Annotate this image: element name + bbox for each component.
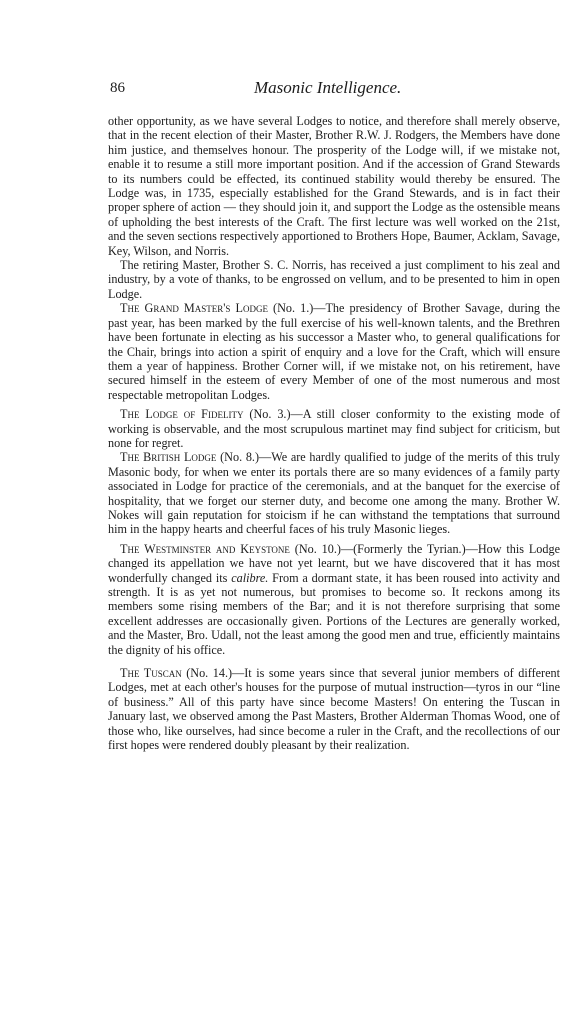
lodge-heading: The Lodge of Fidelity <box>120 407 244 422</box>
lodge-heading: The British Lodge <box>120 450 217 465</box>
paragraph-text: (No. 3.)—A still closer conformity to the existing mode of working is observable, and the most scrupulous martinet may find subject for criticism, but none for regret. <box>108 407 561 450</box>
paragraph-lodge-of-fidelity <box>108 407 560 450</box>
paragraph-text: (No. 10.)—(Formerly the Tyrian.)—How this Lodge changed its appellation we have not yet learnt, but we have discovered that it has most wonderfully changed its <box>108 541 560 585</box>
lodge-heading: The Tuscan <box>120 666 182 681</box>
paragraph-text: (No. 14.)—It is some years since that several junior members of different Lodges, met at each other's houses for the purpose of mutual instruction—tyros in our “line of business.” All of this party have since become Masters! On entering the Tuscan in January last, we observed among the Past Masters, Brother Alderman Thomas Wood, one of those who, like ourselves, had since become a ruler in the Craft, and the recollections of our first hopes were rendered doubly pleasant by their realization. <box>108 666 560 753</box>
paragraph-retiring-master: The retiring Master, Brother S. C. Norris, has received a just compliment to his zeal and industry, by a vote of thanks, to be engrossed on vellum, and to be presented to him in open Lodge. <box>108 258 560 301</box>
paragraph-continuation: other opportunity, as we have several Lodges to notice, and therefore shall merely observe, that in the recent election of their Master, Brother R.W. J. Rodgers, the Members have done him justice, and themselves honour. The prosperity of the Lodge will, if we mistake not, enable it to resume a still more important position. And if the accession of Grand Stewards to its numbers could be effected, its continued stability would thereby be ensured. The Lodge was, in 1735, especially established for the Grand Stewards, and is in fact their proper sphere of action — they should join it, and support the Lodge as the ostensible means of upholding the best interests of the Craft. The first lecture was well worked on the 21st, and the seven sections respectively apportioned to Brothers Hope, Baumer, Acklam, Savage, Key, Wilson, and Norris. <box>108 114 560 258</box>
paragraph-text: (No. 8.)—We are hardly qualified to judge of the merits of this truly Masonic body, for when we enter its portals there are so many evidences of a family party associated in Lodge for practice of the ceremonials, and at the banquet for the exercise of hospitality, that we forget our sterner duty, and become one among the many. Brother W. Nokes will gain reputation for stoicism if he can withstand the temptations that surround him in the happy hearts and cheerful faces of his truly Masonic lieges. <box>108 450 561 537</box>
paragraph-text: From a dormant state, it has been roused into activity and strength. It is as yet not numerous, but promises to become so. It reckons among its members some rising members of the Bar; and it is not therefore surprising that some excellent addresses are occasionally given. Portions of the Lectures are generally worked, and the Master, Bro. Udall, not the least among the good men and true, efficiently maintains the dignity of his office. <box>108 570 560 657</box>
italic-word: calibre. <box>231 570 269 585</box>
lodge-heading: The Westminster and Keystone <box>120 541 290 556</box>
page-header <box>104 78 558 104</box>
paragraph-tuscan <box>108 666 560 752</box>
paragraph-british-lodge <box>108 450 560 536</box>
page-number: 86 <box>110 80 125 96</box>
body-text <box>108 114 560 752</box>
paragraph-westminster-keystone <box>108 542 560 657</box>
running-title: Masonic Intelligence. <box>254 78 402 97</box>
paragraph-text: (No. 1.)—The presidency of Brother Savage, during the past year, has been marked by the full exercise of his well-known talents, and the Brethren have been fortunate in electing as his successor a Master who, to general qualifications for the Chair, brings into action a spirit of enquiry and a love for the Craft, which will ensure them a year of happiness. Brother Corner will, if we mistake not, on his retirement, have secured himself in the esteem of every Member of one of the most numerous and most respectable metropolitan Lodges. <box>108 301 560 402</box>
paragraph-grand-masters-lodge <box>108 301 560 402</box>
lodge-heading: The Grand Master's Lodge <box>120 301 268 316</box>
